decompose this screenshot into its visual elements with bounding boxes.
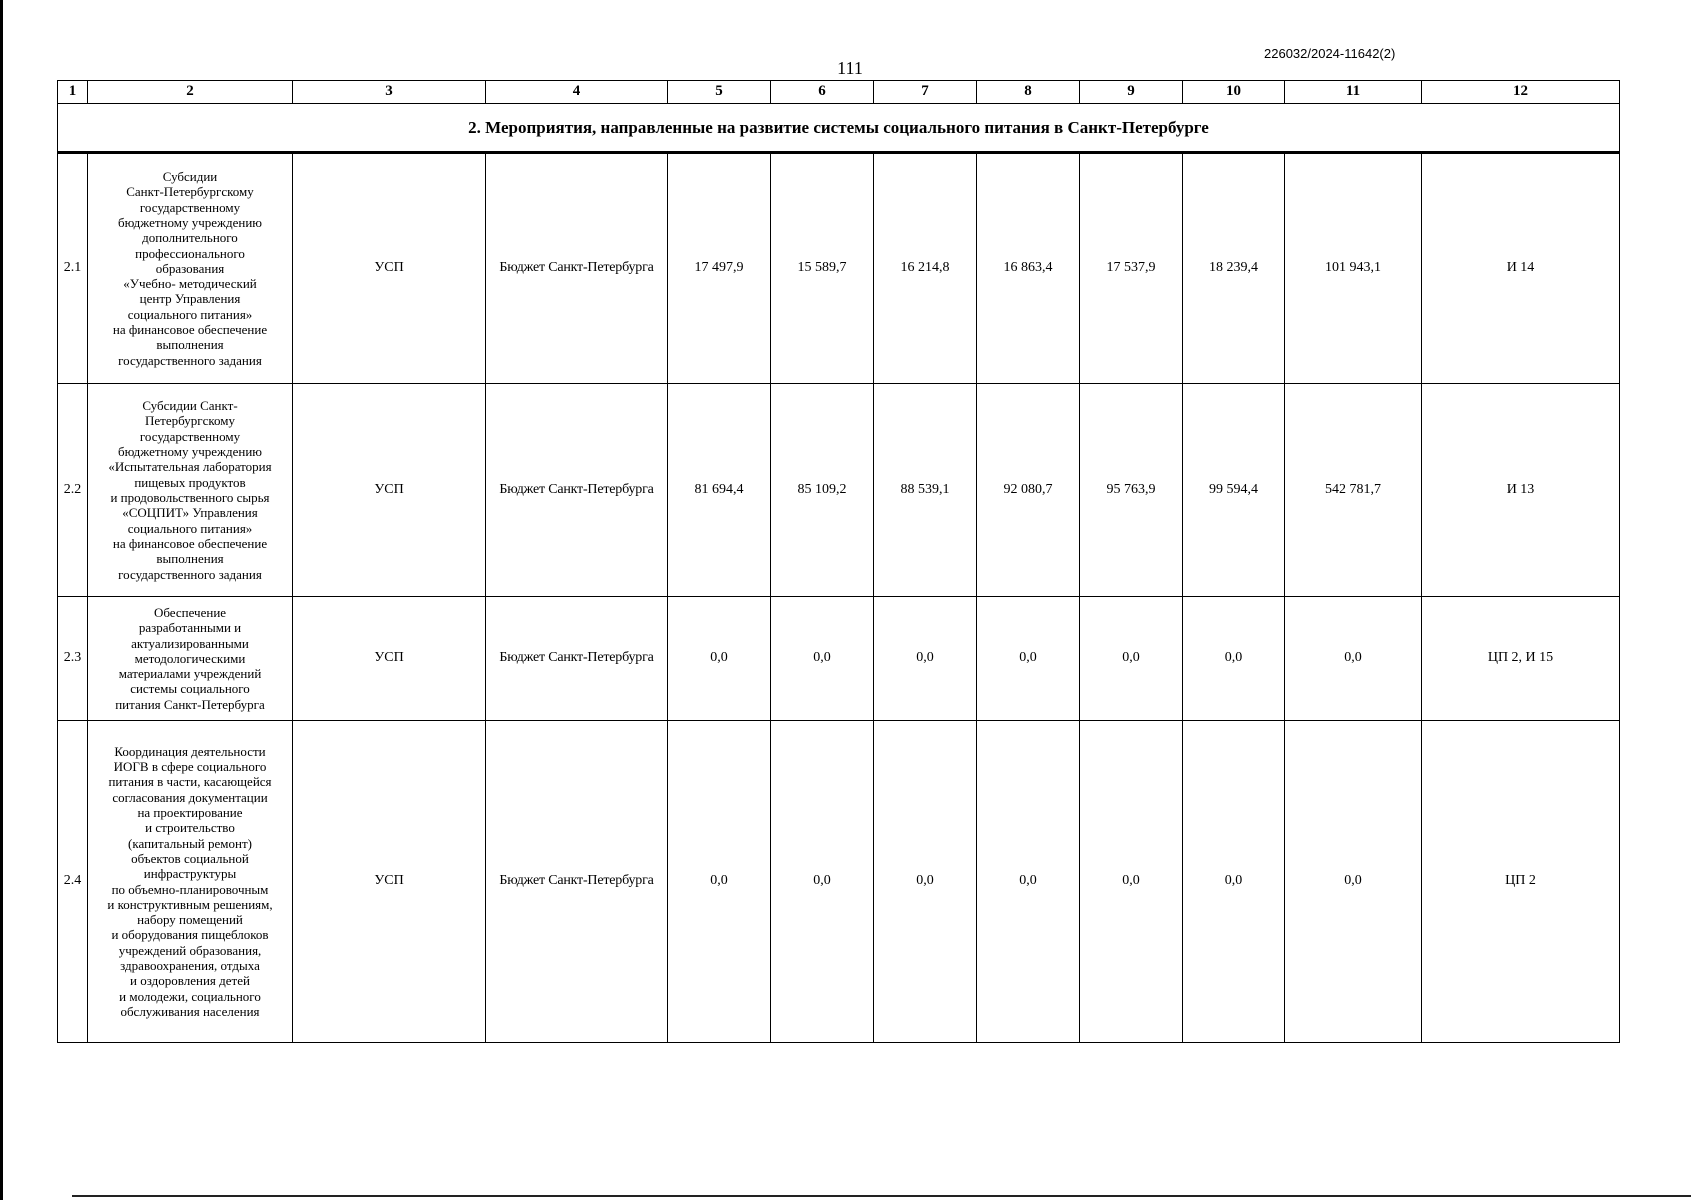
activity-description [88,384,293,597]
column-number: 4 [486,81,668,104]
value-cell: 0,0 [1080,721,1183,1043]
column-number: 9 [1080,81,1183,104]
activity-description-text: Координация деятельности ИОГВ в сфере социального питания в части, касающейся согласования документации на проектирование и строительство (капитальный ремонт) объектов социальной инфраструктуры по объемно-планировочным и конструктивным решениям, набору помещений и оборудования пищеблоков учреждений образования, здравоохранения, отдыха и оздоровления детей и молодежи, социального обслуживания населения [107,743,273,1020]
value-cell: 0,0 [977,597,1080,721]
activity-description-text: Обеспечение разработанными и актуализированными методологическими материалами учреждений системы социального питания Санкт-Петербурга [115,604,265,712]
total-cell: 542 781,7 [1285,384,1422,597]
page-number: 111 [837,58,863,78]
column-number-row [58,81,1620,104]
activity-description [88,597,293,721]
value-cell: 0,0 [874,721,977,1043]
executor-cell: УСП [293,597,486,721]
table-row [58,721,1620,1043]
column-number: 1 [58,81,88,104]
indicator-cell: И 13 [1422,384,1620,597]
table-row [58,384,1620,597]
column-number: 6 [771,81,874,104]
column-number: 11 [1285,81,1422,104]
funding-source-cell: Бюджет Санкт-Петербурга [486,153,668,384]
value-cell: 99 594,4 [1183,384,1285,597]
value-cell: 0,0 [668,597,771,721]
activity-description-text: Субсидии Санкт-Петербургскому государственному бюджетному учреждению дополнительного профессионального образования «Учебно- методический центр Управления социального питания» на финансовое обеспечение выполнения государственного задания [112,168,268,368]
value-cell: 0,0 [874,597,977,721]
value-cell: 88 539,1 [874,384,977,597]
value-cell: 18 239,4 [1183,153,1285,384]
activity-description-text: Субсидии Санкт- Петербургскому государственному бюджетному учреждению «Испытательная лаборатория пищевых продуктов и продовольственного сырья «СОЦПИТ» Управления социального питания» на финансовое обеспечение выполнения государственного задания [108,398,272,582]
value-cell: 0,0 [1183,721,1285,1043]
column-number: 3 [293,81,486,104]
value-cell: 16 214,8 [874,153,977,384]
value-cell: 17 537,9 [1080,153,1183,384]
row-number: 2.1 [58,153,88,384]
value-cell: 15 589,7 [771,153,874,384]
funding-source-cell: Бюджет Санкт-Петербурга [486,597,668,721]
scan-bottom-line [72,1195,1691,1197]
value-cell: 0,0 [771,597,874,721]
total-cell: 101 943,1 [1285,153,1422,384]
program-table [57,80,1620,1043]
value-cell: 17 497,9 [668,153,771,384]
value-cell: 0,0 [1183,597,1285,721]
value-cell: 16 863,4 [977,153,1080,384]
total-cell: 0,0 [1285,597,1422,721]
funding-source-cell: Бюджет Санкт-Петербурга [486,384,668,597]
section-heading-row [58,104,1620,153]
row-number: 2.3 [58,597,88,721]
executor-cell: УСП [293,384,486,597]
table-row [58,153,1620,384]
activity-description [88,721,293,1043]
value-cell: 0,0 [668,721,771,1043]
row-number: 2.2 [58,384,88,597]
indicator-cell: ЦП 2, И 15 [1422,597,1620,721]
value-cell: 0,0 [977,721,1080,1043]
scan-left-edge [0,0,3,1200]
column-number: 5 [668,81,771,104]
column-number: 10 [1183,81,1285,104]
document-id: 226032/2024-11642(2) [1264,46,1396,61]
column-number: 8 [977,81,1080,104]
column-number: 2 [88,81,293,104]
value-cell: 0,0 [1080,597,1183,721]
row-number: 2.4 [58,721,88,1043]
total-cell: 0,0 [1285,721,1422,1043]
value-cell: 81 694,4 [668,384,771,597]
indicator-cell: И 14 [1422,153,1620,384]
column-number: 7 [874,81,977,104]
value-cell: 95 763,9 [1080,384,1183,597]
value-cell: 92 080,7 [977,384,1080,597]
value-cell: 0,0 [771,721,874,1043]
activity-description [88,153,293,384]
table-row [58,597,1620,721]
indicator-cell: ЦП 2 [1422,721,1620,1043]
column-number: 12 [1422,81,1620,104]
executor-cell: УСП [293,153,486,384]
section-title: 2. Мероприятия, направленные на развитие системы социального питания в Санкт-Петербурге [58,104,1620,153]
value-cell: 85 109,2 [771,384,874,597]
executor-cell: УСП [293,721,486,1043]
funding-source-cell: Бюджет Санкт-Петербурга [486,721,668,1043]
